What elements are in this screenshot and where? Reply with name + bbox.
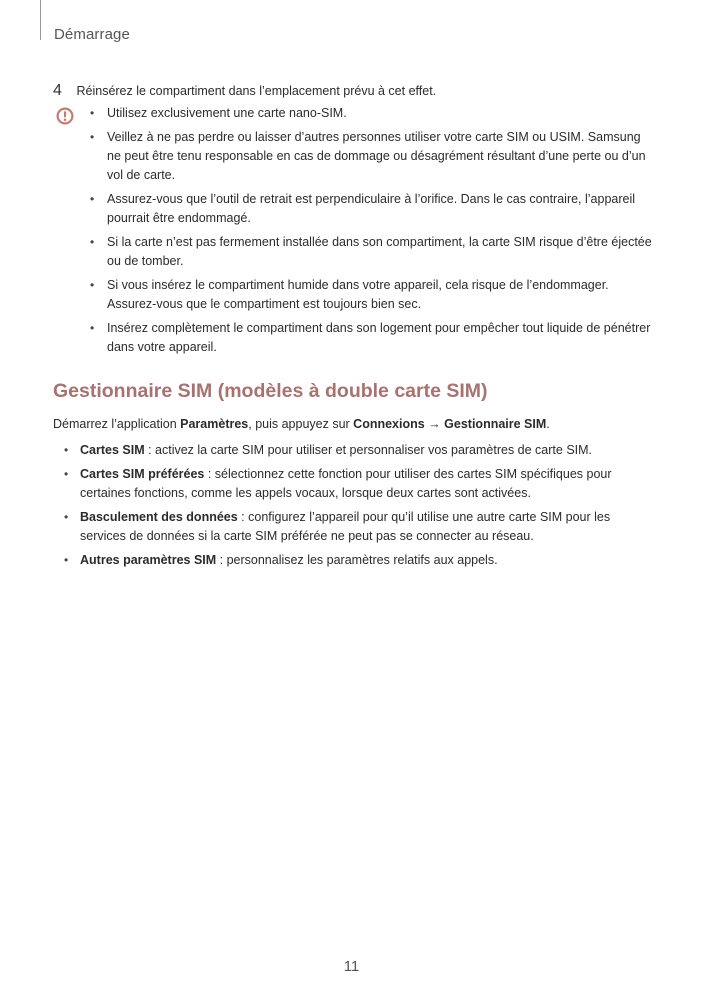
step-number: 4 bbox=[53, 82, 62, 99]
option-term: Autres paramètres SIM bbox=[80, 553, 217, 567]
option-term: Basculement des données bbox=[80, 510, 238, 524]
menu-connexions: Connexions bbox=[353, 417, 425, 431]
list-item: • Autres paramètres SIM : personnalisez les paramètres relatifs aux appels. bbox=[64, 553, 498, 567]
list-item: • Assurez-vous que l’outil de retrait est perpendiculaire à l’orifice. Dans le cas contraire, l’appareil pourrait être endommagé. bbox=[90, 192, 636, 225]
step-text: Réinsérez le compartiment dans l’emplacement prévu à cet effet. bbox=[76, 84, 437, 98]
list-item: • Basculement des données : configurez l’appareil pour qu’il utilise une autre carte SIM pour les services de données si la carte SIM préférée ne peut pas se connecter au réseau. bbox=[64, 510, 611, 543]
app-name: Paramètres bbox=[180, 417, 249, 431]
list-item: • Cartes SIM : activez la carte SIM pour utiliser et personnaliser vos paramètres de carte SIM. bbox=[64, 443, 593, 457]
list-item: • Si la carte n’est pas fermement installée dans son compartiment, la carte SIM risque d’être éjectée ou de tomber. bbox=[90, 235, 652, 268]
list-item: • Si vous insérez le compartiment humide dans votre appareil, cela risque de l’endommager. Assurez-vous que le compartiment est toujours bien sec. bbox=[90, 278, 609, 311]
header-divider bbox=[40, 0, 41, 40]
running-header: Démarrage bbox=[54, 26, 130, 43]
list-item: • Insérez complètement le compartiment dans son logement pour empêcher tout liquide de pénétrer dans votre appareil. bbox=[90, 321, 651, 354]
caution-icon bbox=[56, 107, 74, 125]
list-item: • Veillez à ne pas perdre ou laisser d’autres personnes utiliser votre carte SIM ou USIM. Samsung ne peut être tenu responsable en cas de dommage ou désagrément résultant d’une perte ou d’un vol de carte. bbox=[90, 130, 646, 182]
option-term: Cartes SIM préférées bbox=[80, 467, 205, 481]
caution-list bbox=[90, 104, 652, 362]
menu-gestionnaire-sim: Gestionnaire SIM bbox=[444, 417, 547, 431]
section-intro: Démarrez l’application Paramètres, puis appuyez sur Connexions → Gestionnaire SIM. bbox=[53, 417, 550, 431]
step-4 bbox=[53, 82, 673, 100]
section-heading: Gestionnaire SIM (modèles à double carte SIM) bbox=[53, 380, 488, 402]
list-item: • Cartes SIM préférées : sélectionnez cette fonction pour utiliser des cartes SIM spécifiques pour certaines fonctions, comme les appels vocaux, lorsque deux cartes sont activées. bbox=[64, 467, 612, 500]
sim-options-list bbox=[64, 441, 655, 575]
page-number: 11 bbox=[343, 958, 360, 975]
list-item: • Utilisez exclusivement une carte nano-SIM. bbox=[90, 106, 347, 120]
option-term: Cartes SIM bbox=[80, 443, 145, 457]
